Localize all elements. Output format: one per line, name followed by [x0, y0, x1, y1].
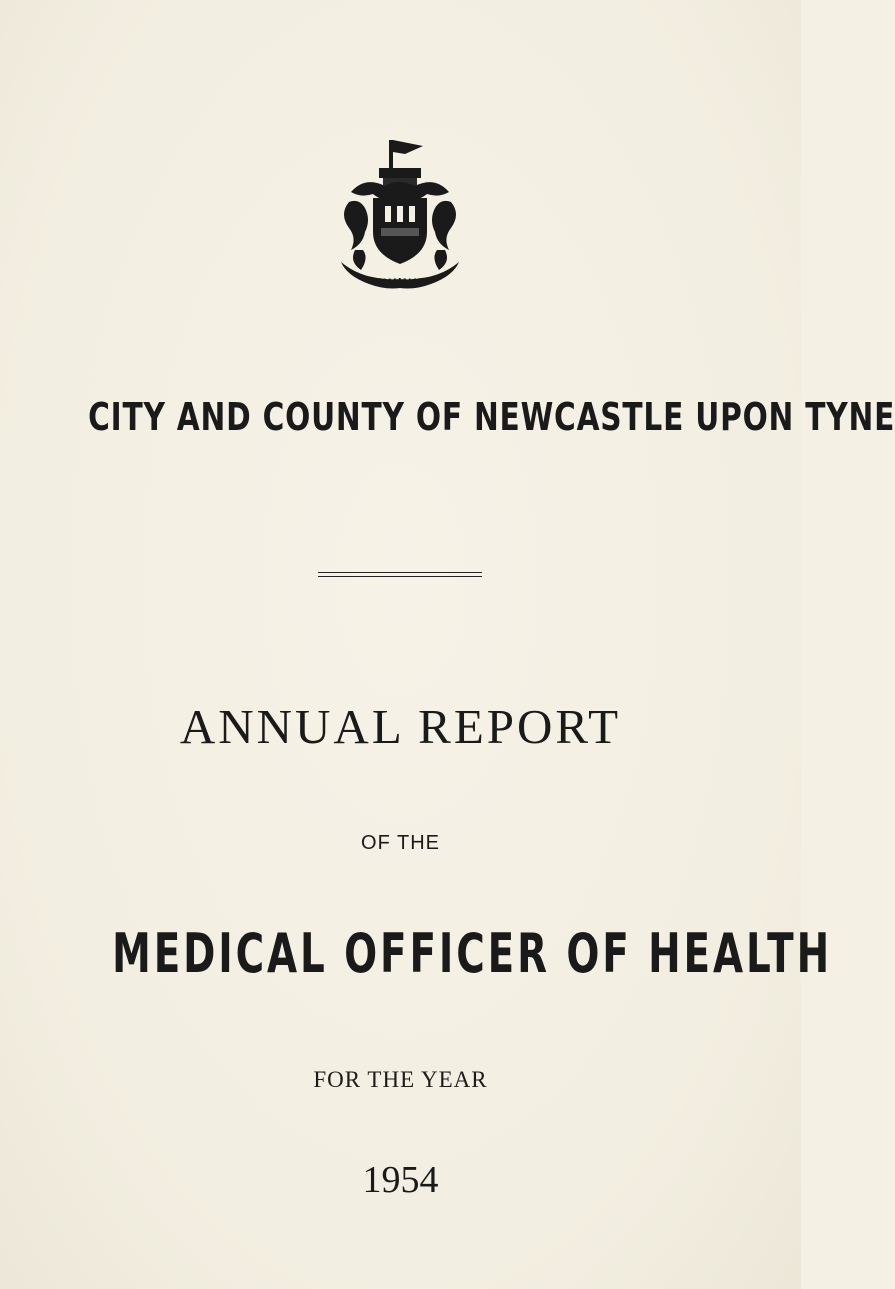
report-year: 1954	[362, 1159, 439, 1201]
divider-rule	[318, 576, 482, 577]
of-the-text: OF THE	[361, 832, 440, 854]
coat-of-arms-icon	[335, 132, 465, 292]
for-the-year-text: FOR THE YEAR	[313, 1067, 488, 1092]
city-title: CITY AND COUNTY OF NEWCASTLE UPON TYNE	[88, 395, 895, 439]
report-title: ANNUAL REPORT	[179, 699, 622, 754]
officer-title: MEDICAL OFFICER OF HEALTH	[112, 922, 833, 985]
divider-rule	[318, 572, 482, 573]
